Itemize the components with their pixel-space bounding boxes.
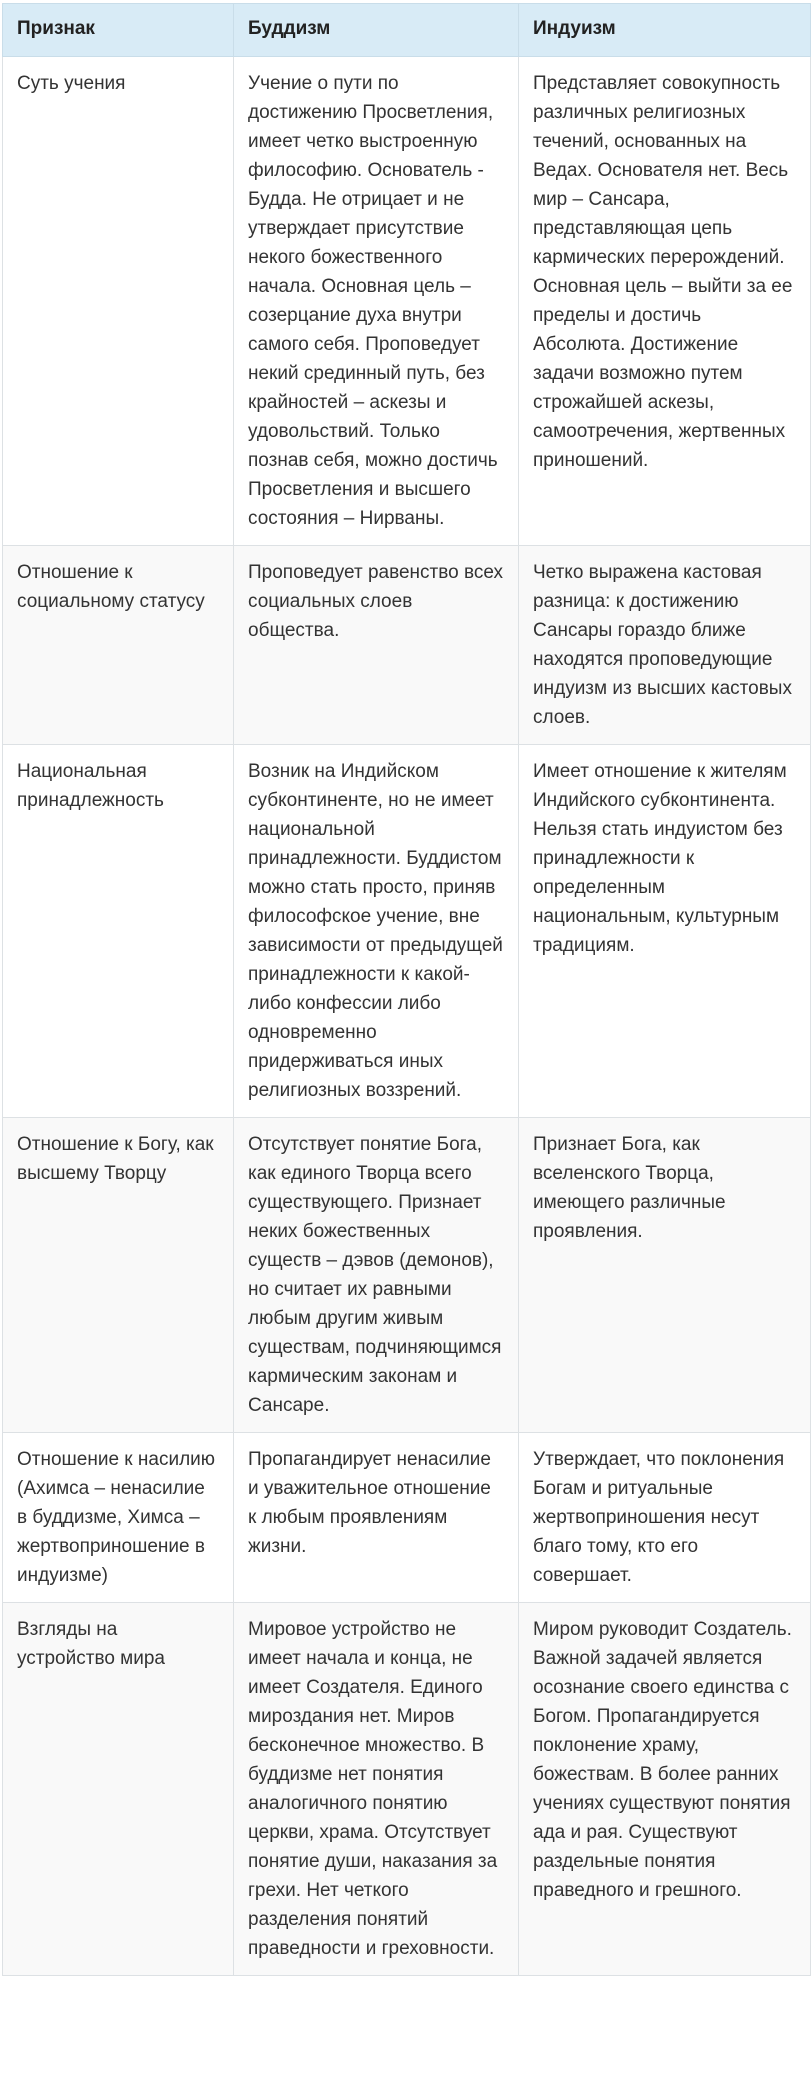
cell-buddhism: Проповедует равенство всех социальных слоев общества.	[234, 546, 519, 745]
header-feature: Признак	[3, 4, 234, 57]
table-row	[3, 1603, 811, 1976]
table-row	[3, 1433, 811, 1603]
cell-hinduism: Миром руководит Создатель. Важной задачей является осознание своего единства с Богом. Пропагандируется поклонение храму, божествам. В более ранних учениях существуют понятия ада и рая. Существуют раздельные понятия праведного и грешного.	[519, 1603, 811, 1976]
cell-buddhism: Учение о пути по достижению Просветления, имеет четко выстроенную философию. Основатель - Будда. Не отрицает и не утверждает присутствие некого божественного начала. Основная цель – созерцание духа внутри самого себя. Проповедует некий срединный путь, без крайностей – аскезы и удовольствий. Только познав себя, можно достичь Просветления и высшего состояния – Нирваны.	[234, 57, 519, 546]
cell-feature: Отношение к насилию (Ахимса – ненасилие в буддизме, Химса – жертвоприношение в индуизме)	[3, 1433, 234, 1603]
table-header	[3, 4, 811, 57]
cell-feature: Взгляды на устройство мира	[3, 1603, 234, 1976]
cell-buddhism: Мировое устройство не имеет начала и конца, не имеет Создателя. Единого мироздания нет. Миров бесконечное множество. В буддизме нет понятия аналогичного понятию церкви, храма. Отсутствует понятие души, наказания за грехи. Нет четкого разделения понятий праведности и греховности.	[234, 1603, 519, 1976]
comparison-table	[2, 3, 811, 1976]
table-row	[3, 1118, 811, 1433]
cell-hinduism: Имеет отношение к жителям Индийского субконтинента. Нельзя стать индуистом без принадлежности к определенным национальным, культурным традициям.	[519, 745, 811, 1118]
cell-feature: Суть учения	[3, 57, 234, 546]
table-row	[3, 546, 811, 745]
cell-buddhism: Отсутствует понятие Бога, как единого Творца всего существующего. Признает неких божественных существ – дэвов (демонов), но считает их равными любым другим живым существам, подчиняющимся кармическим законам и Сансаре.	[234, 1118, 519, 1433]
cell-feature: Отношение к Богу, как высшему Творцу	[3, 1118, 234, 1433]
header-row	[3, 4, 811, 57]
table-row	[3, 745, 811, 1118]
cell-hinduism: Представляет совокупность различных религиозных течений, основанных на Ведах. Основателя нет. Весь мир – Сансара, представляющая цепь кармических перерождений. Основная цель – выйти за ее пределы и достичь Абсолюта. Достижение задачи возможно путем строжайшей аскезы, самоотречения, жертвенных приношений.	[519, 57, 811, 546]
cell-hinduism: Четко выражена кастовая разница: к достижению Сансары гораздо ближе находятся проповедующие индуизм из высших кастовых слоев.	[519, 546, 811, 745]
cell-feature: Отношение к социальному статусу	[3, 546, 234, 745]
cell-buddhism: Возник на Индийском субконтиненте, но не имеет национальной принадлежности. Буддистом можно стать просто, приняв философское учение, вне зависимости от предыдущей принадлежности к какой-либо конфессии либо одновременно придерживаться иных религиозных воззрений.	[234, 745, 519, 1118]
cell-feature: Национальная принадлежность	[3, 745, 234, 1118]
cell-buddhism: Пропагандирует ненасилие и уважительное отношение к любым проявлениям жизни.	[234, 1433, 519, 1603]
table-row	[3, 57, 811, 546]
table-body	[3, 57, 811, 1976]
header-buddhism: Буддизм	[234, 4, 519, 57]
cell-hinduism: Признает Бога, как вселенского Творца, имеющего различные проявления.	[519, 1118, 811, 1433]
header-hinduism: Индуизм	[519, 4, 811, 57]
cell-hinduism: Утверждает, что поклонения Богам и ритуальные жертвоприношения несут благо тому, кто его совершает.	[519, 1433, 811, 1603]
